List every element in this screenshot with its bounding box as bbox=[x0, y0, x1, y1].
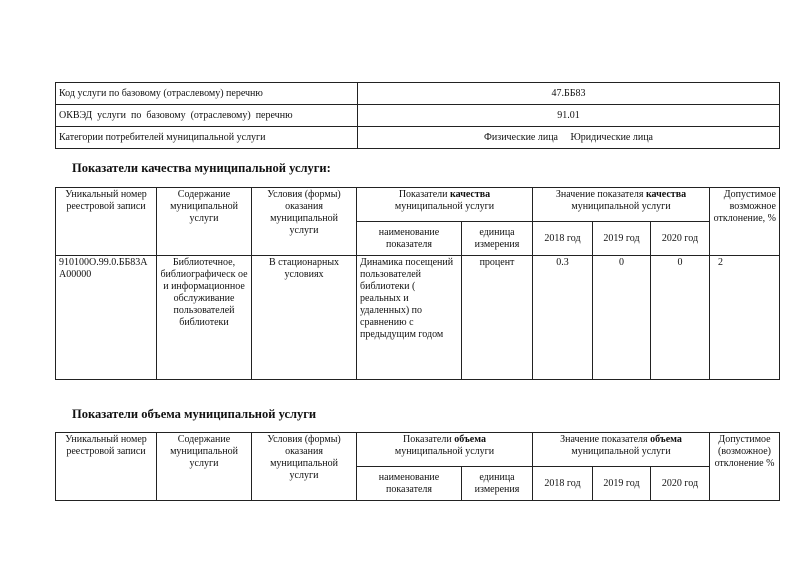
cell-indicator-name: Динамика посещений пользователей библиотеки ( реальных и удаленных) по сравнению с предыдущим годом bbox=[357, 256, 462, 380]
col-header-registry: Уникальный номер реестровой записи bbox=[56, 188, 157, 256]
cell-value-2018: 0.3 bbox=[533, 256, 593, 380]
volume-heading: Показатели объема муниципальной услуги bbox=[72, 407, 317, 421]
service-code-value: 47.ББ83 bbox=[358, 83, 780, 105]
col-header-content: Содержание муниципальной услуги bbox=[157, 188, 252, 256]
table-row bbox=[56, 256, 780, 380]
table-row bbox=[56, 127, 780, 149]
quality-table bbox=[55, 187, 780, 380]
cell-content: Библиотечное, библиографическ ое и информационное обслуживание пользователей библиотеки bbox=[157, 256, 252, 380]
okved-label: ОКВЭД услуги по базовому (отраслевому) перечню bbox=[56, 105, 358, 127]
col-header-registry: Уникальный номер реестровой записи bbox=[56, 433, 157, 501]
col-header-unit: единица измерения bbox=[462, 467, 533, 501]
table-header-row bbox=[56, 433, 780, 467]
service-code-label: Код услуги по базовому (отраслевому) перечню bbox=[56, 83, 358, 105]
col-header-2018: 2018 год bbox=[533, 222, 593, 256]
col-header-unit: единица измерения bbox=[462, 222, 533, 256]
indicators-title-pre: Показатели bbox=[403, 434, 452, 445]
volume-table bbox=[55, 432, 780, 501]
values-title-bold: качества bbox=[645, 189, 687, 200]
service-info-table bbox=[55, 82, 780, 149]
cell-value-2019: 0 bbox=[593, 256, 651, 380]
col-header-conditions: Условия (формы) оказания муниципальной услуги bbox=[252, 433, 357, 501]
col-header-content: Содержание муниципальной услуги bbox=[157, 433, 252, 501]
cell-conditions: В стационарных условиях bbox=[252, 256, 357, 380]
indicators-title-bold: качества bbox=[449, 189, 491, 200]
col-header-values bbox=[533, 433, 710, 467]
values-title-post: муниципальной услуги bbox=[571, 446, 671, 457]
cell-value-2020: 0 bbox=[651, 256, 710, 380]
col-header-values bbox=[533, 188, 710, 222]
col-header-indicators bbox=[357, 433, 533, 467]
values-title-pre: Значение показателя bbox=[560, 434, 648, 445]
indicators-title-post: муниципальной услуги bbox=[394, 201, 495, 212]
indicators-title-bold: объема bbox=[454, 434, 486, 445]
consumer-category-value: Физические лица Юридические лица bbox=[358, 127, 780, 149]
quality-heading: Показатели качества муниципальной услуги: bbox=[72, 161, 331, 175]
table-header-row bbox=[56, 188, 780, 222]
col-header-indicator-name: наименование показателя bbox=[357, 222, 462, 256]
values-title-pre: Значение показателя bbox=[555, 189, 644, 200]
col-header-deviation: Допустимое (возможное) отклонение % bbox=[710, 433, 780, 501]
col-header-2019: 2019 год bbox=[593, 467, 651, 501]
col-header-2018: 2018 год bbox=[533, 467, 593, 501]
cell-deviation: 2 bbox=[710, 256, 780, 380]
table-row bbox=[56, 83, 780, 105]
col-header-2019: 2019 год bbox=[593, 222, 651, 256]
col-header-indicator-name: наименование показателя bbox=[357, 467, 462, 501]
col-header-conditions: Условия (формы) оказания муниципальной услуги bbox=[252, 188, 357, 256]
values-title-bold: объема bbox=[650, 434, 682, 445]
consumer-category-label: Категории потребителей муниципальной услуги bbox=[56, 127, 358, 149]
col-header-2020: 2020 год bbox=[651, 467, 710, 501]
col-header-2020: 2020 год bbox=[651, 222, 710, 256]
okved-value: 91.01 bbox=[358, 105, 780, 127]
col-header-deviation: Допустимое возможное отклонение, % bbox=[710, 188, 780, 256]
cell-unit: процент bbox=[462, 256, 533, 380]
col-header-indicators bbox=[357, 188, 533, 222]
indicators-title-post: муниципальной услуги bbox=[394, 446, 495, 457]
table-row bbox=[56, 105, 780, 127]
values-title-post: муниципальной услуги bbox=[571, 201, 671, 212]
cell-registry-number: 910100О.99.0.ББ83АА00000 bbox=[56, 256, 157, 380]
indicators-title-pre: Показатели bbox=[398, 189, 448, 200]
